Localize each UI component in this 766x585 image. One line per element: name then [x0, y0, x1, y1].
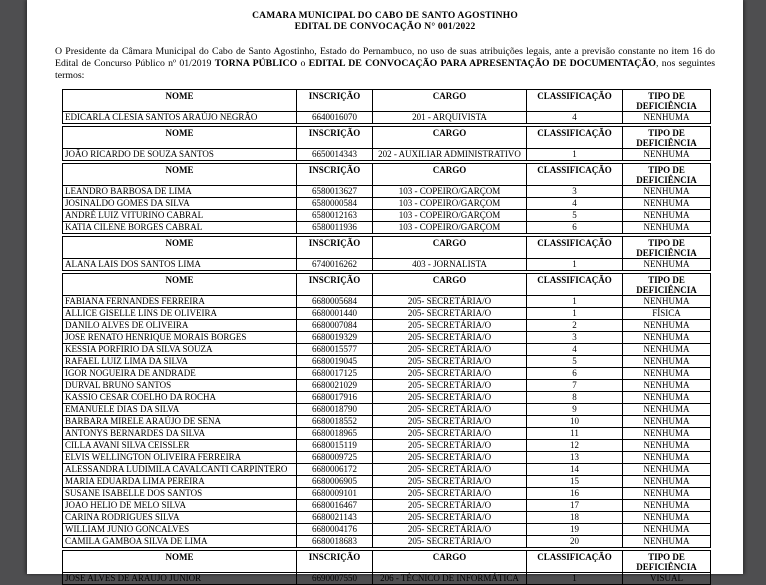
intro-text-pre: O Presidente da Câmara Municipal do Cabo de Santo Agostinho, Estado do Pernambuco, no uso de suas atribuições legais, ante a previsão constante no item 16 do Edital de Concurso Público nº 01/2019	[55, 46, 715, 69]
cell-inscricao: 6740016262	[297, 259, 373, 271]
column-header-classificacao: CLASSIFICAÇÃO	[527, 237, 623, 259]
cell-cargo: 205- SECRETÁRIA/O	[373, 524, 527, 536]
cell-nome: DANILO ALVES DE OLIVEIRA	[63, 320, 297, 332]
intro-text-mid: o	[297, 58, 309, 69]
table-row	[63, 344, 711, 356]
cell-cargo: 202 - AUXILIAR ADMINISTRATIVO	[373, 149, 527, 161]
column-header-inscricao: INSCRIÇÃO	[297, 90, 373, 112]
cell-nome: MARIA EDUARDA LIMA PEREIRA	[63, 476, 297, 488]
table-row	[63, 536, 711, 548]
cell-inscricao: 6650014343	[297, 149, 373, 161]
cell-inscricao: 6640016070	[297, 112, 373, 124]
column-header-nome: NOME	[63, 274, 297, 296]
cell-cargo: 205- SECRETÁRIA/O	[373, 380, 527, 392]
table-row	[63, 404, 711, 416]
cell-inscricao: 6680016467	[297, 500, 373, 512]
cell-nome: EDICARLA CLESIA SANTOS ARAÚJO NEGRÃO	[63, 112, 297, 124]
column-header-inscricao: INSCRIÇÃO	[297, 127, 373, 149]
column-header-deficiencia: TIPO DE DEFICIÊNCIA	[623, 90, 711, 112]
cell-inscricao: 6680019045	[297, 356, 373, 368]
table-row	[63, 512, 711, 524]
cell-inscricao: 6680005684	[297, 296, 373, 308]
cell-cargo: 205- SECRETÁRIA/O	[373, 368, 527, 380]
cell-deficiencia: NENHUMA	[623, 259, 711, 271]
cell-nome: CARINA RODRIGUES SILVA	[63, 512, 297, 524]
column-header-nome: NOME	[63, 90, 297, 112]
cell-cargo: 103 - COPEIRO/GARÇOM	[373, 222, 527, 234]
cell-cargo: 205- SECRETÁRIA/O	[373, 476, 527, 488]
cell-deficiencia: NENHUMA	[623, 416, 711, 428]
cell-nome: CILLA AVANI SILVA CEISSLER	[63, 440, 297, 452]
column-header-cargo: CARGO	[373, 237, 527, 259]
column-header-nome: NOME	[63, 237, 297, 259]
cell-nome: EMANUELE DIAS DA SILVA	[63, 404, 297, 416]
cell-inscricao: 6680017125	[297, 368, 373, 380]
cell-inscricao: 6680015119	[297, 440, 373, 452]
cell-deficiencia: NENHUMA	[623, 452, 711, 464]
cell-inscricao: 6680017916	[297, 392, 373, 404]
cell-nome: ANTONYS BERNARDES DA SILVA	[63, 428, 297, 440]
table-row	[63, 112, 711, 124]
cell-classificacao: 13	[527, 452, 623, 464]
cell-classificacao: 5	[527, 210, 623, 222]
cell-cargo: 103 - COPEIRO/GARÇOM	[373, 198, 527, 210]
table-group-6	[62, 550, 711, 585]
table-row	[63, 332, 711, 344]
cell-deficiencia: NENHUMA	[623, 500, 711, 512]
column-header-classificacao: CLASSIFICAÇÃO	[527, 164, 623, 186]
table-row	[63, 488, 711, 500]
cell-inscricao: 6680021143	[297, 512, 373, 524]
cell-classificacao: 1	[527, 259, 623, 271]
cell-inscricao: 6580000584	[297, 198, 373, 210]
cell-classificacao: 19	[527, 524, 623, 536]
table-group-5	[62, 273, 711, 548]
cell-cargo: 205- SECRETÁRIA/O	[373, 296, 527, 308]
cell-inscricao: 6580012163	[297, 210, 373, 222]
cell-nome: CAMILA GAMBOA SILVA DE LIMA	[63, 536, 297, 548]
table-row	[63, 222, 711, 234]
cell-nome: JOAO HELIO DE MELO SILVA	[63, 500, 297, 512]
cell-deficiencia: NENHUMA	[623, 440, 711, 452]
table-row	[63, 416, 711, 428]
cell-classificacao: 4	[527, 112, 623, 124]
table-row	[63, 186, 711, 198]
cell-nome: SUSANE ISABELLE DOS SANTOS	[63, 488, 297, 500]
cell-deficiencia: VISUAL	[623, 573, 711, 585]
cell-inscricao: 6680007084	[297, 320, 373, 332]
cell-deficiencia: NENHUMA	[623, 380, 711, 392]
column-header-inscricao: INSCRIÇÃO	[297, 164, 373, 186]
cell-classificacao: 1	[527, 296, 623, 308]
column-header-inscricao: INSCRIÇÃO	[297, 551, 373, 573]
cell-deficiencia: NENHUMA	[623, 464, 711, 476]
cell-classificacao: 6	[527, 368, 623, 380]
cell-inscricao: 6680004176	[297, 524, 373, 536]
table-row	[63, 259, 711, 271]
cell-cargo: 205- SECRETÁRIA/O	[373, 320, 527, 332]
cell-cargo: 103 - COPEIRO/GARÇOM	[373, 186, 527, 198]
table-row	[63, 452, 711, 464]
cell-inscricao: 6680009725	[297, 452, 373, 464]
table-group-3	[62, 163, 711, 234]
table-row	[63, 392, 711, 404]
document-title	[27, 11, 743, 33]
column-header-inscricao: INSCRIÇÃO	[297, 237, 373, 259]
cell-nome: JOSE RENATO HENRIQUE MORAIS BORGES	[63, 332, 297, 344]
cell-classificacao: 18	[527, 512, 623, 524]
table-group-4	[62, 236, 711, 271]
cell-classificacao: 8	[527, 392, 623, 404]
column-header-cargo: CARGO	[373, 551, 527, 573]
cell-classificacao: 20	[527, 536, 623, 548]
cell-nome: WILLIAM JUNIO GONCALVES	[63, 524, 297, 536]
column-header-nome: NOME	[63, 127, 297, 149]
cell-deficiencia: NENHUMA	[623, 368, 711, 380]
cell-nome: KATIA CILENE BORGES CABRAL	[63, 222, 297, 234]
cell-deficiencia: NENHUMA	[623, 112, 711, 124]
column-header-deficiencia: TIPO DE DEFICIÊNCIA	[623, 164, 711, 186]
table-row	[63, 368, 711, 380]
cell-classificacao: 1	[527, 308, 623, 320]
intro-text-post: , nos seguintes termos:	[55, 58, 716, 81]
cell-nome: RAFAEL LUIZ LIMA DA SILVA	[63, 356, 297, 368]
cell-inscricao: 6680006172	[297, 464, 373, 476]
cell-classificacao: 1	[527, 573, 623, 585]
cell-nome: KESSIA PORFIRIO DA SILVA SOUZA	[63, 344, 297, 356]
intro-text-bold-torna-publico: TORNA PÚBLICO	[214, 58, 298, 69]
table-row	[63, 464, 711, 476]
cell-classificacao: 5	[527, 356, 623, 368]
cell-classificacao: 2	[527, 320, 623, 332]
cell-inscricao: 6680018790	[297, 404, 373, 416]
table-row	[63, 573, 711, 585]
cell-nome: ANDRÉ LUIZ VITURINO CABRAL	[63, 210, 297, 222]
cell-cargo: 201 - ARQUIVISTA	[373, 112, 527, 124]
column-header-deficiencia: TIPO DE DEFICIÊNCIA	[623, 127, 711, 149]
column-header-classificacao: CLASSIFICAÇÃO	[527, 127, 623, 149]
column-header-classificacao: CLASSIFICAÇÃO	[527, 274, 623, 296]
cell-classificacao: 3	[527, 186, 623, 198]
cell-inscricao: 6680018552	[297, 416, 373, 428]
document-title-line1: CAMARA MUNICIPAL DO CABO DE SANTO AGOSTINHO	[252, 11, 518, 21]
cell-inscricao: 6680001440	[297, 308, 373, 320]
cell-cargo: 206 - TÉCNICO DE INFORMÁTICA	[373, 573, 527, 585]
cell-nome: JOSE ALVES DE ARAUJO JUNIOR	[63, 573, 297, 585]
column-header-deficiencia: TIPO DE DEFICIÊNCIA	[623, 551, 711, 573]
cell-classificacao: 4	[527, 344, 623, 356]
intro-paragraph	[55, 46, 715, 82]
cell-deficiencia: NENHUMA	[623, 149, 711, 161]
intro-text-bold-edital: EDITAL DE CONVOCAÇÃO PARA APRESENTAÇÃO DE DOCUMENTAÇÃO	[308, 58, 656, 69]
cell-deficiencia: NENHUMA	[623, 488, 711, 500]
column-header-classificacao: CLASSIFICAÇÃO	[527, 551, 623, 573]
cell-classificacao: 17	[527, 500, 623, 512]
cell-inscricao: 6680018965	[297, 428, 373, 440]
cell-cargo: 205- SECRETÁRIA/O	[373, 308, 527, 320]
cell-classificacao: 16	[527, 488, 623, 500]
convocation-table	[62, 89, 710, 585]
table-group-2	[62, 126, 711, 161]
table-row	[63, 428, 711, 440]
cell-nome: DURVAL BRUNO SANTOS	[63, 380, 297, 392]
column-header-cargo: CARGO	[373, 127, 527, 149]
cell-nome: ELVIS WELLINGTON OLIVEIRA FERREIRA	[63, 452, 297, 464]
table-row	[63, 320, 711, 332]
cell-deficiencia: NENHUMA	[623, 356, 711, 368]
cell-cargo: 205- SECRETÁRIA/O	[373, 392, 527, 404]
table-header-row	[63, 237, 711, 259]
column-header-deficiencia: TIPO DE DEFICIÊNCIA	[623, 237, 711, 259]
table-row	[63, 524, 711, 536]
column-header-cargo: CARGO	[373, 164, 527, 186]
cell-classificacao: 4	[527, 198, 623, 210]
cell-deficiencia: NENHUMA	[623, 392, 711, 404]
cell-inscricao: 6580011936	[297, 222, 373, 234]
document-title-line2: EDITAL DE CONVOCAÇÃO N° 001/2022	[294, 22, 476, 32]
cell-cargo: 205- SECRETÁRIA/O	[373, 464, 527, 476]
cell-classificacao: 9	[527, 404, 623, 416]
cell-nome: FABIANA FERNANDES FERREIRA	[63, 296, 297, 308]
table-row	[63, 500, 711, 512]
table-row	[63, 440, 711, 452]
table-row	[63, 356, 711, 368]
cell-nome: JOÃO RICARDO DE SOUZA SANTOS	[63, 149, 297, 161]
cell-classificacao: 1	[527, 149, 623, 161]
cell-cargo: 205- SECRETÁRIA/O	[373, 500, 527, 512]
cell-cargo: 205- SECRETÁRIA/O	[373, 428, 527, 440]
cell-deficiencia: NENHUMA	[623, 332, 711, 344]
column-header-cargo: CARGO	[373, 274, 527, 296]
cell-classificacao: 14	[527, 464, 623, 476]
cell-deficiencia: NENHUMA	[623, 198, 711, 210]
cell-cargo: 205- SECRETÁRIA/O	[373, 440, 527, 452]
cell-nome: KASSIO CESAR COELHO DA ROCHA	[63, 392, 297, 404]
cell-inscricao: 6580013627	[297, 186, 373, 198]
cell-deficiencia: NENHUMA	[623, 404, 711, 416]
table-header-row	[63, 127, 711, 149]
cell-cargo: 205- SECRETÁRIA/O	[373, 404, 527, 416]
cell-inscricao: 6680019329	[297, 332, 373, 344]
document-page	[27, 0, 743, 583]
cell-classificacao: 10	[527, 416, 623, 428]
cell-nome: BARBARA MIRELE ARAÚJO DE SENA	[63, 416, 297, 428]
cell-deficiencia: NENHUMA	[623, 536, 711, 548]
column-header-inscricao: INSCRIÇÃO	[297, 274, 373, 296]
cell-deficiencia: NENHUMA	[623, 524, 711, 536]
table-header-row	[63, 164, 711, 186]
table-row	[63, 210, 711, 222]
cell-inscricao: 6690007550	[297, 573, 373, 585]
cell-inscricao: 6680015577	[297, 344, 373, 356]
cell-deficiencia: NENHUMA	[623, 344, 711, 356]
cell-deficiencia: NENHUMA	[623, 186, 711, 198]
table-row	[63, 380, 711, 392]
cell-inscricao: 6680006905	[297, 476, 373, 488]
cell-cargo: 205- SECRETÁRIA/O	[373, 452, 527, 464]
table-row	[63, 296, 711, 308]
cell-nome: ALLICE GISELLE LINS DE OLIVEIRA	[63, 308, 297, 320]
cell-nome: ALESSANDRA LUDIMILA CAVALCANTI CARPINTERO	[63, 464, 297, 476]
cell-deficiencia: NENHUMA	[623, 296, 711, 308]
cell-inscricao: 6680021029	[297, 380, 373, 392]
cell-nome: IGOR NOGUEIRA DE ANDRADE	[63, 368, 297, 380]
cell-deficiencia: NENHUMA	[623, 320, 711, 332]
cell-nome: ALANA LAIS DOS SANTOS LIMA	[63, 259, 297, 271]
cell-cargo: 205- SECRETÁRIA/O	[373, 488, 527, 500]
column-header-classificacao: CLASSIFICAÇÃO	[527, 90, 623, 112]
column-header-nome: NOME	[63, 164, 297, 186]
cell-classificacao: 6	[527, 222, 623, 234]
cell-deficiencia: FÍSICA	[623, 308, 711, 320]
cell-cargo: 103 - COPEIRO/GARÇOM	[373, 210, 527, 222]
table-header-row	[63, 551, 711, 573]
cell-deficiencia: NENHUMA	[623, 210, 711, 222]
cell-nome: LEANDRO BARBOSA DE LIMA	[63, 186, 297, 198]
cell-classificacao: 15	[527, 476, 623, 488]
table-row	[63, 308, 711, 320]
cell-inscricao: 6680009101	[297, 488, 373, 500]
cell-cargo: 205- SECRETÁRIA/O	[373, 344, 527, 356]
cell-nome: JOSINALDO GOMES DA SILVA	[63, 198, 297, 210]
table-row	[63, 198, 711, 210]
column-header-cargo: CARGO	[373, 90, 527, 112]
cell-deficiencia: NENHUMA	[623, 512, 711, 524]
cell-cargo: 205- SECRETÁRIA/O	[373, 536, 527, 548]
cell-cargo: 205- SECRETÁRIA/O	[373, 416, 527, 428]
cell-cargo: 205- SECRETÁRIA/O	[373, 332, 527, 344]
table-group-1	[62, 89, 711, 124]
table-row	[63, 476, 711, 488]
cell-cargo: 205- SECRETÁRIA/O	[373, 356, 527, 368]
cell-cargo: 403 - JORNALISTA	[373, 259, 527, 271]
cell-deficiencia: NENHUMA	[623, 476, 711, 488]
column-header-nome: NOME	[63, 551, 297, 573]
table-header-row	[63, 274, 711, 296]
cell-inscricao: 6680018683	[297, 536, 373, 548]
cell-classificacao: 7	[527, 380, 623, 392]
cell-cargo: 205- SECRETÁRIA/O	[373, 512, 527, 524]
table-row	[63, 149, 711, 161]
cell-deficiencia: NENHUMA	[623, 428, 711, 440]
cell-classificacao: 11	[527, 428, 623, 440]
cell-deficiencia: NENHUMA	[623, 222, 711, 234]
cell-classificacao: 3	[527, 332, 623, 344]
column-header-deficiencia: TIPO DE DEFICIÊNCIA	[623, 274, 711, 296]
table-header-row	[63, 90, 711, 112]
cell-classificacao: 12	[527, 440, 623, 452]
